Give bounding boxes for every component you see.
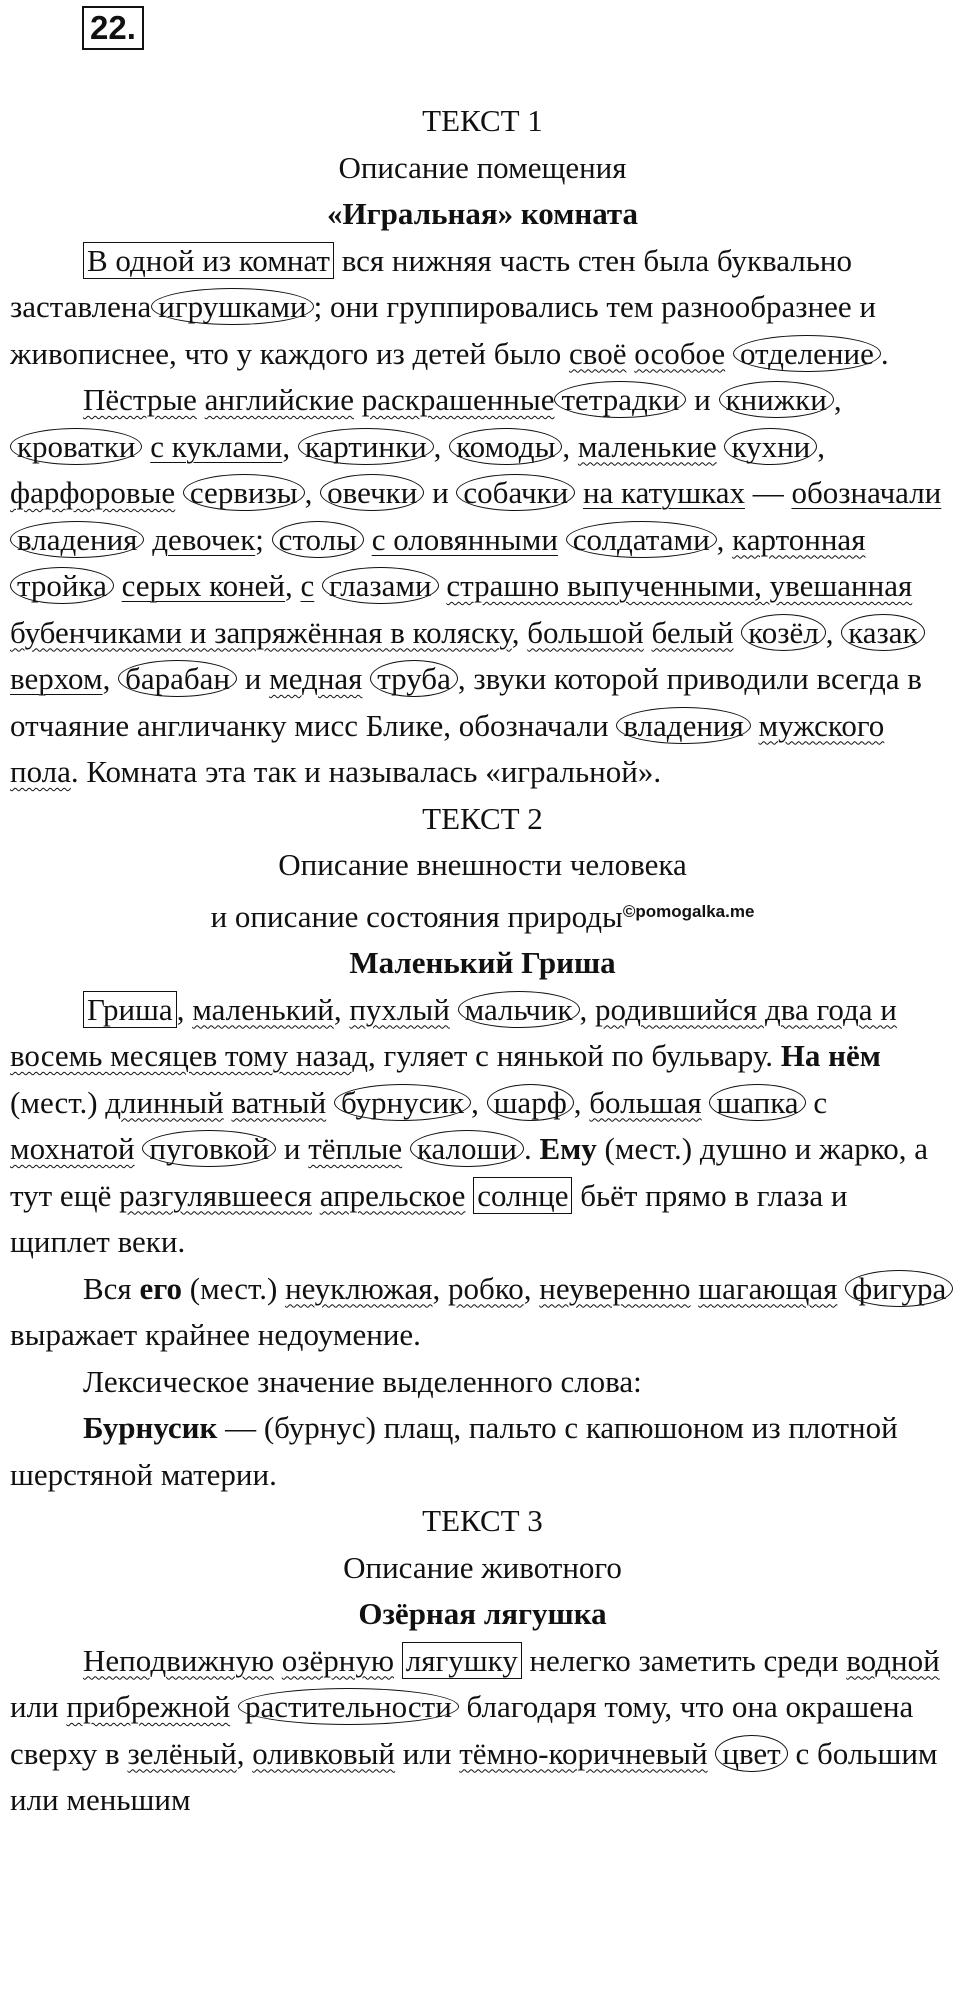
text [364, 522, 372, 557]
text: . [880, 335, 889, 371]
text: , [825, 614, 842, 650]
text: , гуляет с нянькой по бульвару. [368, 1038, 781, 1073]
underlined-phrase: на катушках [582, 475, 745, 510]
text: и [276, 1131, 309, 1166]
text [837, 1271, 845, 1306]
underlined-phrase: серых коней [121, 568, 286, 603]
text2-heading: ТЕКСТ 2 [422, 800, 543, 836]
wavy-underlined-phrase: родившийся два года и восемь месяцев тому назад [10, 991, 897, 1073]
text: , [817, 428, 826, 464]
text: , [102, 661, 119, 696]
text2-paragraph-4 [10, 1405, 955, 1498]
text: (мест.) душно и жарко, а тут ещё [10, 1131, 929, 1213]
underlined-phrase: с куклами [150, 428, 283, 464]
text: , [523, 1270, 540, 1306]
circled-word: кроватки [10, 428, 142, 465]
circled-word: труба [370, 660, 458, 697]
text [312, 1178, 320, 1213]
text: . [524, 1131, 540, 1166]
text: , [471, 1084, 487, 1120]
text3-title: Озёрная лягушка [358, 1596, 607, 1631]
bold-word: Ему [539, 1131, 597, 1166]
circled-word: владения [10, 521, 144, 558]
text [314, 568, 322, 603]
circled-word: бурнусик [334, 1084, 471, 1121]
text [450, 992, 458, 1027]
wavy-underlined-word: апрельское [319, 1177, 466, 1213]
wavy-underlined-word: ватный [231, 1084, 327, 1120]
text: и [424, 475, 457, 510]
circled-word: тройка [10, 567, 114, 604]
wavy-underlined-word: Пёстрые [83, 382, 197, 417]
text [354, 382, 362, 417]
text [402, 1131, 410, 1166]
circled-word: солдатами [566, 521, 717, 558]
text3-subheading: Описание животного [343, 1549, 622, 1585]
wavy-underlined-word: шагающая [698, 1270, 838, 1306]
wavy-underlined-word: неуверенно [539, 1270, 691, 1306]
bold-word: его [139, 1270, 183, 1306]
text2-subheading: Описание внешности человека [278, 847, 687, 882]
text: , [562, 428, 578, 464]
boxed-word: солнце [473, 1177, 572, 1214]
circled-word: кухни [724, 428, 817, 465]
wavy-underlined-word: оливковый [252, 1735, 396, 1771]
exercise-number: 22. [82, 6, 144, 50]
wavy-underlined-word: длинный [105, 1084, 224, 1120]
wavy-underlined-word: фарфоровые [10, 475, 176, 510]
text: нелегко заметить среди [521, 1642, 847, 1678]
text: , обозначали [443, 707, 617, 743]
wavy-underlined-word: разгулявшееся [119, 1177, 312, 1213]
wavy-underlined-word: особое [634, 335, 726, 371]
text1-paragraph-2 [10, 377, 955, 796]
wavy-underlined-phrase: страшно выпученными, увешанная бубенчиками и запряжённая в коляску [10, 568, 913, 650]
wavy-underlined-word: большой [527, 614, 644, 650]
text: , [282, 428, 298, 464]
text: (мест.) [10, 1084, 106, 1120]
text [274, 1643, 282, 1678]
circled-word: пуговкой [142, 1130, 276, 1167]
text: выражает крайнее недоумение. [10, 1317, 421, 1352]
text: ; [255, 521, 272, 557]
text [725, 336, 733, 371]
text: ; они группировались тем разнообразнее и живописнее, что у каждого из детей было [10, 289, 876, 371]
text: благодаря тому, что она окрашена сверху в [10, 1689, 914, 1771]
definition-term: Бурнусик [83, 1410, 218, 1445]
text: или [10, 1689, 67, 1724]
text [751, 708, 759, 743]
definition-text: — (бурнус) плащ, пальто с капюшоном из плотной шерстяной материи. [10, 1410, 898, 1492]
circled-word: шапка [709, 1084, 805, 1121]
text2-paragraph-2 [10, 1266, 955, 1359]
circled-word: козёл [741, 614, 825, 651]
text1-subheading: Описание помещения [338, 149, 627, 185]
wavy-underlined-word: маленький [192, 991, 334, 1027]
text3-heading: ТЕКСТ 3 [422, 1503, 543, 1538]
text [230, 1689, 238, 1724]
circled-word: комоды [449, 428, 562, 465]
text: с [805, 1084, 828, 1120]
circled-word: тетрадки [554, 381, 686, 418]
circled-word: фигура [845, 1270, 953, 1307]
text2-title: Маленький Гриша [349, 945, 616, 980]
text: , [716, 521, 733, 557]
text [575, 475, 583, 510]
circled-word: книжки [719, 381, 834, 418]
circled-word: отделение [733, 335, 881, 372]
text [326, 1085, 334, 1120]
wavy-underlined-word: медная [269, 661, 363, 696]
text: , [511, 614, 528, 650]
wavy-underlined-word: озёрную [281, 1642, 395, 1678]
text3-paragraph-1 [10, 1638, 955, 1824]
wavy-underlined-word: раскрашенные [361, 382, 555, 417]
text: , [304, 475, 321, 510]
wavy-underlined-word: тёмно-коричневый [459, 1735, 708, 1771]
circled-word: шарф [487, 1084, 574, 1121]
circled-word: барабан [118, 660, 237, 697]
wavy-underlined-word: зелёный [127, 1735, 237, 1771]
text: или [395, 1735, 460, 1771]
text: , [457, 661, 474, 696]
text: , [333, 991, 350, 1027]
wavy-underlined-word: водной [846, 1642, 940, 1678]
circled-word: игрушками [151, 288, 313, 325]
wavy-underlined-word: тёплые [308, 1131, 403, 1166]
text: , [433, 428, 450, 464]
text: и [686, 382, 719, 417]
wavy-underlined-word: прибрежной [66, 1689, 231, 1724]
circled-word: овечки [320, 474, 424, 511]
wavy-underlined-word: пухлый [349, 991, 450, 1027]
wavy-underlined-word: неуклюжая [285, 1270, 433, 1306]
text: (мест.) [182, 1270, 286, 1306]
text1-heading: ТЕКСТ 1 [422, 103, 543, 138]
bold-phrase: На нём [780, 1038, 881, 1073]
underlined-word: верхом [10, 661, 103, 696]
text [114, 568, 122, 603]
text: . Комната эта так и называлась «игральной». [70, 754, 662, 789]
text: , [579, 991, 596, 1027]
circled-word: собачки [456, 474, 575, 511]
underlined-phrase: с оловянными [371, 521, 558, 557]
text: звуки которой приводили всегда в отчаяние англичанку мисс Блике [10, 661, 922, 743]
text [197, 382, 205, 417]
document-body [10, 98, 955, 1824]
wavy-underlined-word: своё [569, 335, 627, 371]
circled-word: столы [272, 521, 364, 558]
circled-word: калоши [410, 1130, 524, 1167]
text [175, 475, 183, 510]
boxed-word: Гриша [83, 991, 177, 1028]
wavy-underlined-word: картонная [732, 521, 866, 557]
text [394, 1643, 402, 1678]
circled-word: картинки [298, 428, 434, 465]
text2-subheading-2 [10, 889, 955, 941]
text: Вся [83, 1270, 140, 1306]
wavy-underlined-phrase: мужского пола [10, 707, 885, 789]
text: и описание состояния природы [210, 898, 623, 934]
text: — [744, 475, 792, 510]
circled-word: растительности [238, 1688, 459, 1725]
underlined-word: обозначали [791, 475, 942, 510]
boxed-phrase: В одной из комнат [83, 242, 334, 279]
underlined-word: с [300, 568, 315, 603]
text1-paragraph-1 [10, 238, 955, 378]
wavy-underlined-word: Неподвижную [83, 1642, 275, 1678]
text: , [833, 382, 842, 417]
wavy-underlined-word: большая [589, 1084, 702, 1120]
circled-word: казак [841, 614, 924, 651]
underlined-word: девочек [152, 521, 256, 557]
circled-word: мальчик [458, 991, 580, 1028]
circled-word: владения [616, 707, 750, 744]
circled-word: глазами [322, 567, 439, 604]
text: , [573, 1084, 590, 1120]
text2-paragraph-3: Лексическое значение выделенного слова: [83, 1363, 642, 1399]
text: , [432, 1270, 448, 1306]
text: вся нижняя часть стен была буквально заставлена [10, 242, 853, 324]
text: , [176, 991, 193, 1027]
wavy-underlined-word: мохнатой [10, 1131, 135, 1166]
wavy-underlined-word: английские [204, 382, 354, 417]
boxed-word: лягушку [402, 1642, 522, 1679]
watermark: ©pomogalka.me [622, 901, 755, 921]
text: , [285, 568, 301, 603]
text: с большим или меньшим [10, 1735, 938, 1817]
text2-paragraph-1 [10, 987, 955, 1266]
circled-word: цвет [715, 1735, 787, 1772]
wavy-underlined-word: маленькие [577, 428, 717, 464]
wavy-underlined-word: белый [651, 614, 734, 650]
text: бьёт прямо в глаза и щиплет веки. [10, 1177, 848, 1259]
wavy-underlined-word: робко [448, 1270, 524, 1306]
text: и [236, 661, 270, 696]
text: , [236, 1735, 253, 1771]
text [558, 522, 566, 557]
circled-word: сервизы [183, 474, 305, 511]
text1-title: «Игральная» комната [326, 196, 638, 231]
